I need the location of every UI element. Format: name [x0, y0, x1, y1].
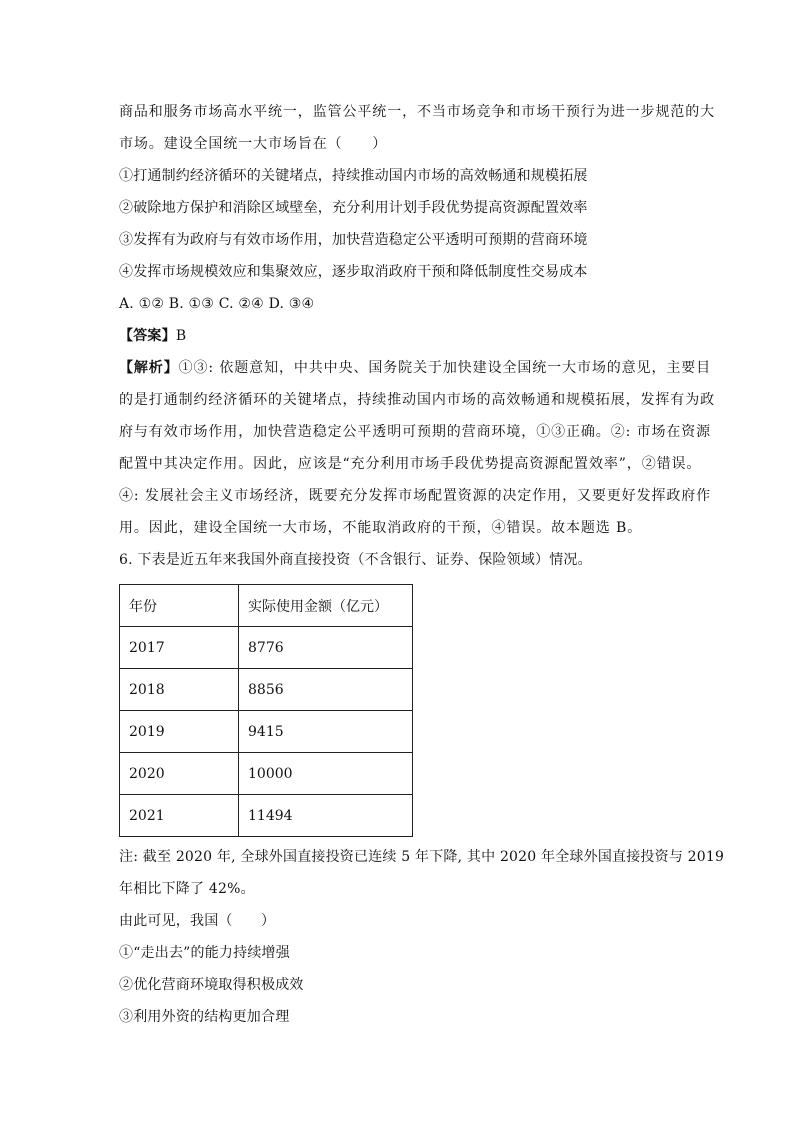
- analysis-line-5: ④: 发展社会主义市场经济，既要充分发挥市场配置资源的决定作用，又要更好发挥政府作: [119, 488, 712, 504]
- table-row: [120, 669, 413, 711]
- document-page: [119, 96, 725, 1033]
- analysis-text: ①③: 依题意知，中共中央、国务院关于加快建设全国统一大市场的意见，主要目: [178, 360, 712, 376]
- table-row: [120, 753, 413, 795]
- analysis-line-1: [119, 352, 712, 384]
- analysis-label: 【解析】: [119, 360, 179, 376]
- table-cell-amount: 10000: [239, 753, 413, 795]
- table-cell-amount: 9415: [239, 711, 413, 753]
- question5-stem-line1: 商品和服务市场高水平统一，监管公平统一，不当市场竞争和市场干预行为进一步规范的大: [119, 104, 715, 120]
- table-row: [120, 711, 413, 753]
- question6-note-line2: 年相比下降了 42%。: [119, 881, 255, 897]
- fdi-table: [119, 584, 413, 837]
- table-header-amount: 实际使用金额（亿元）: [239, 585, 413, 627]
- question6-option-2: ②优化营商环境取得积极成效: [119, 977, 304, 993]
- question5-option-1: ①打通制约经济循环的关键堵点，持续推动国内市场的高效畅通和规模拓展: [119, 168, 588, 184]
- table-cell-year: 2018: [120, 669, 239, 711]
- answer-label: 【答案】: [119, 328, 176, 344]
- question6-note-line1: 注: 截至 2020 年, 全球外国直接投资已连续 5 年下降, 其中 2020 年全球外国直接投资与 2019: [119, 849, 725, 865]
- question5-option-3: ③发挥有为政府与有效市场作用，加快营造稳定公平透明可预期的营商环境: [119, 232, 588, 248]
- table-header-year: 年份: [120, 585, 239, 627]
- question5-option-2: ②破除地方保护和消除区域壁垒，充分利用计划手段优势提高资源配置效率: [119, 200, 588, 216]
- table-header-row: [120, 585, 413, 627]
- question5-option-4: ④发挥市场规模效应和集聚效应，逐步取消政府干预和降低制度性交易成本: [119, 264, 588, 280]
- answer-value: B: [175, 328, 187, 344]
- analysis-line-2: 的是打通制约经济循环的关键堵点，持续推动国内市场的高效畅通和规模拓展，发挥有为政: [119, 392, 715, 408]
- table-cell-amount: 8776: [239, 627, 413, 669]
- question5-stem-line2: 市场。建设全国统一大市场旨在（ ）: [119, 136, 388, 152]
- table-cell-year: 2021: [120, 795, 239, 837]
- table-cell-year: 2019: [120, 711, 239, 753]
- question6-stem: 6. 下表是近五年来我国外商直接投资（不含银行、证券、保险领域）情况。: [119, 552, 592, 568]
- table-cell-amount: 8856: [239, 669, 413, 711]
- analysis-line-4: 配置中其决定作用。因此，应该是“充分利用市场手段优势提高资源配置效率”，②错误。: [119, 456, 702, 472]
- question6-option-3: ③利用外资的结构更加合理: [119, 1009, 290, 1025]
- table-row: [120, 627, 413, 669]
- table-cell-amount: 11494: [239, 795, 413, 837]
- table-cell-year: 2017: [120, 627, 239, 669]
- question6-prompt: 由此可见，我国（ ）: [119, 913, 276, 929]
- question5-choices: A. ①② B. ①③ C. ②④ D. ③④: [119, 296, 315, 312]
- question6-option-1: ①“走出去”的能力持续增强: [119, 945, 290, 961]
- analysis-line-6: 用。因此，建设全国统一大市场，不能取消政府的干预，④错误。故本题选 B。: [119, 520, 643, 536]
- table-row: [120, 795, 413, 837]
- analysis-line-3: 府与有效市场作用，加快营造稳定公平透明可预期的营商环境，①③正确。②: 市场在资源: [119, 424, 712, 440]
- question5-answer: [119, 320, 679, 352]
- table-cell-year: 2020: [120, 753, 239, 795]
